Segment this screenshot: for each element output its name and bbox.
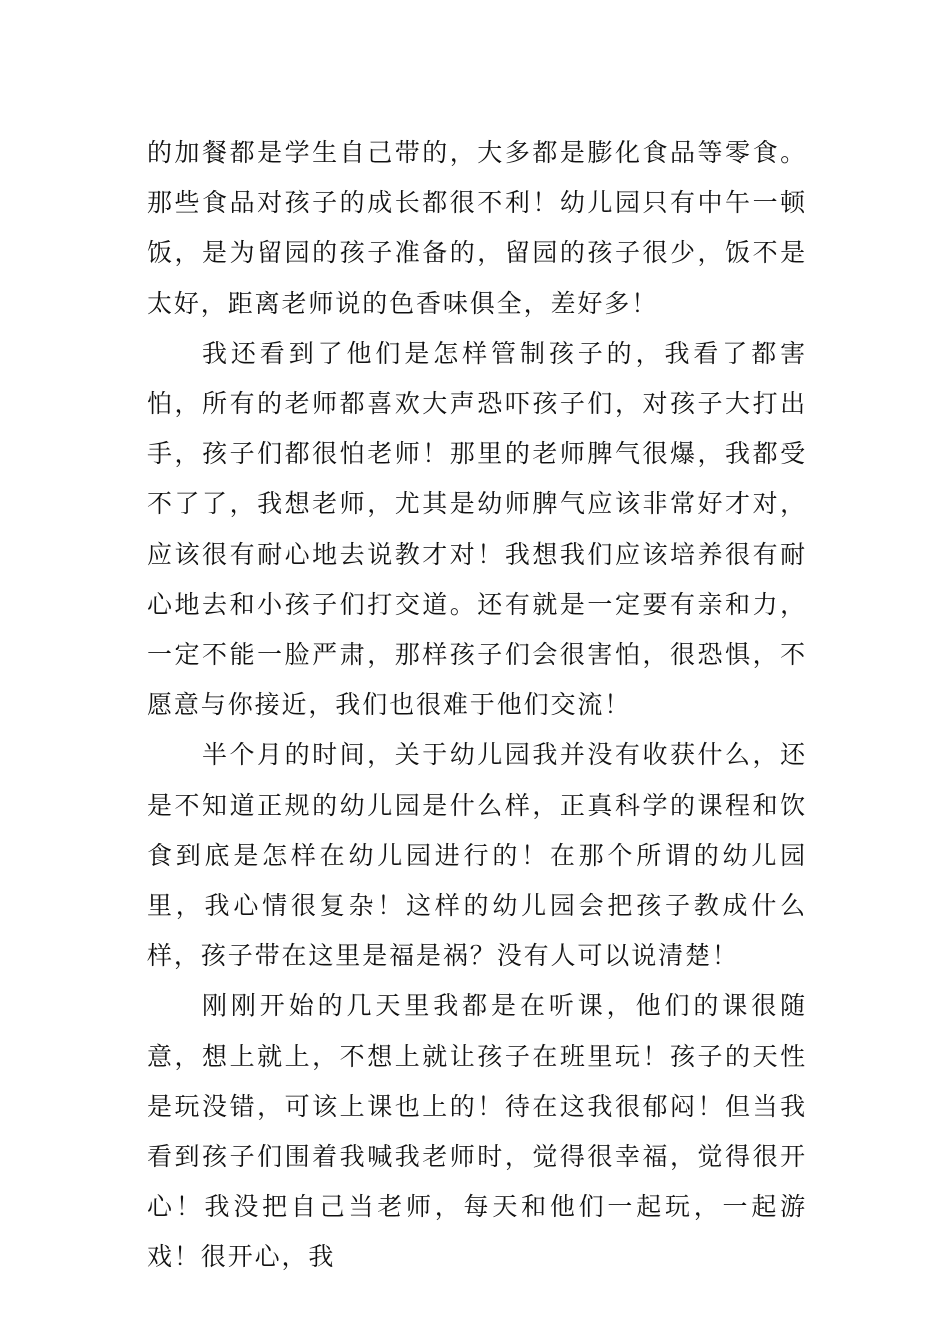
paragraph-3: 半个月的时间，关于幼儿园我并没有收获什么，还是不知道正规的幼儿园是什么样，正真科学的课程和饮食到底是怎样在幼儿园进行的！在那个所谓的幼儿园里，我心情很复杂！这样的幼儿园会把孩子教成什么样，孩子带在这里是福是祸？没有人可以说清楚！ bbox=[147, 740, 807, 971]
document-body bbox=[147, 128, 807, 1283]
paragraph-4: 刚刚开始的几天里我都是在听课，他们的课很随意，想上就上，不想上就让孩子在班里玩！孩子的天性是玩没错，可该上课也上的！待在这我很郁闷！但当我看到孩子们围着我喊我老师时，觉得很幸福，觉得很开心！我没把自己当老师，每天和他们一起玩，一起游戏！很开心，我 bbox=[147, 991, 807, 1272]
paragraph-2: 我还看到了他们是怎样管制孩子的，我看了都害怕，所有的老师都喜欢大声恐吓孩子们，对孩子大打出手，孩子们都很怕老师！那里的老师脾气很爆，我都受不了了，我想老师，尤其是幼师脾气应该非常好才对，应该很有耐心地去说教才对！我想我们应该培养很有耐心地去和小孩子们打交道。还有就是一定要有亲和力，一定不能一脸严肃，那样孩子们会很害怕，很恐惧，不愿意与你接近，我们也很难于他们交流！ bbox=[147, 338, 807, 720]
paragraph-1: 的加餐都是学生自己带的，大多都是膨化食品等零食。那些食品对孩子的成长都很不利！幼儿园只有中午一顿饭，是为留园的孩子准备的，留园的孩子很少，饭不是太好，距离老师说的色香味俱全，差好多！ bbox=[147, 138, 807, 318]
